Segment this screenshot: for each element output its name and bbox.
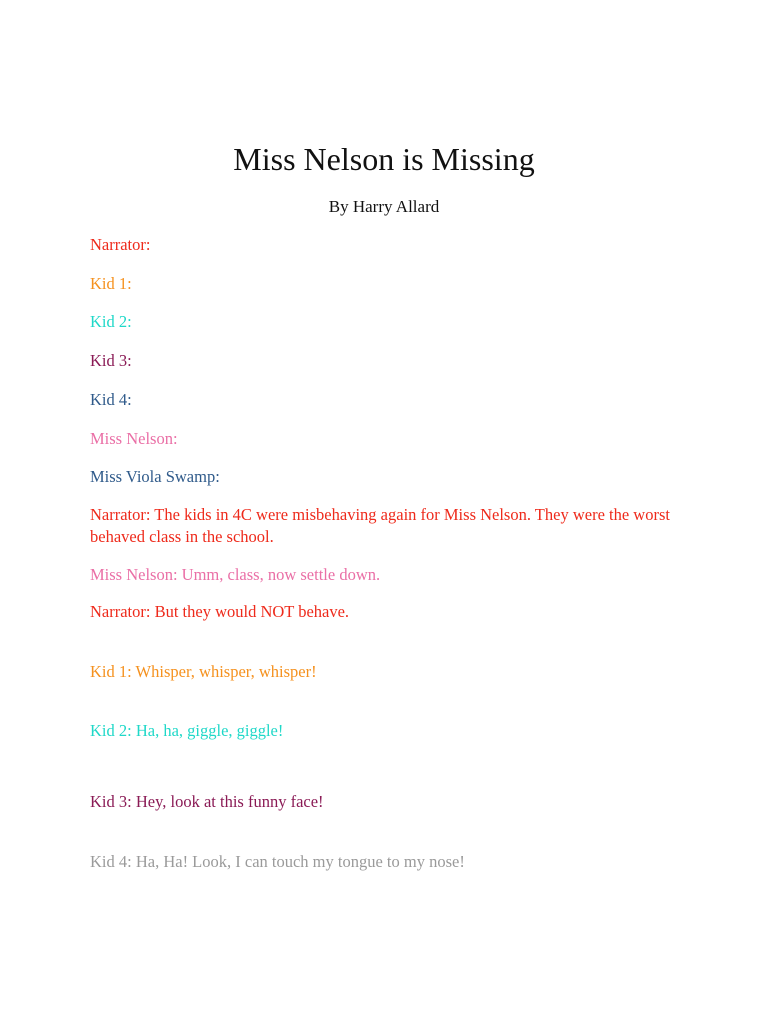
script-line-kid-3: Kid 3: Hey, look at this funny face! [90, 792, 324, 811]
cast-kid-1: Kid 1: [90, 274, 132, 293]
script-line-kid-1: Kid 1: Whisper, whisper, whisper! [90, 662, 317, 681]
script-line-kid-2: Kid 2: Ha, ha, giggle, giggle! [90, 721, 284, 740]
script-line-kid-4: Kid 4: Ha, Ha! Look, I can touch my tongue to my nose! [90, 852, 465, 871]
cast-miss-viola-swamp: Miss Viola Swamp: [90, 467, 220, 486]
script-line-narrator-1: Narrator: The kids in 4C were misbehaving again for Miss Nelson. They were the worst behaved class in the school. [90, 505, 670, 546]
cast-kid-3: Kid 3: [90, 351, 132, 370]
document-byline: By Harry Allard [328, 197, 440, 216]
cast-kid-4: Kid 4: [90, 390, 132, 409]
script-line-miss-nelson-1: Miss Nelson: Umm, class, now settle down. [90, 565, 381, 584]
cast-miss-nelson: Miss Nelson: [90, 429, 178, 448]
cast-narrator: Narrator: [90, 235, 151, 254]
script-line-narrator-2: Narrator: But they would NOT behave. [90, 602, 350, 621]
document-title: Miss Nelson is Missing [233, 141, 535, 177]
cast-kid-2: Kid 2: [90, 312, 132, 331]
